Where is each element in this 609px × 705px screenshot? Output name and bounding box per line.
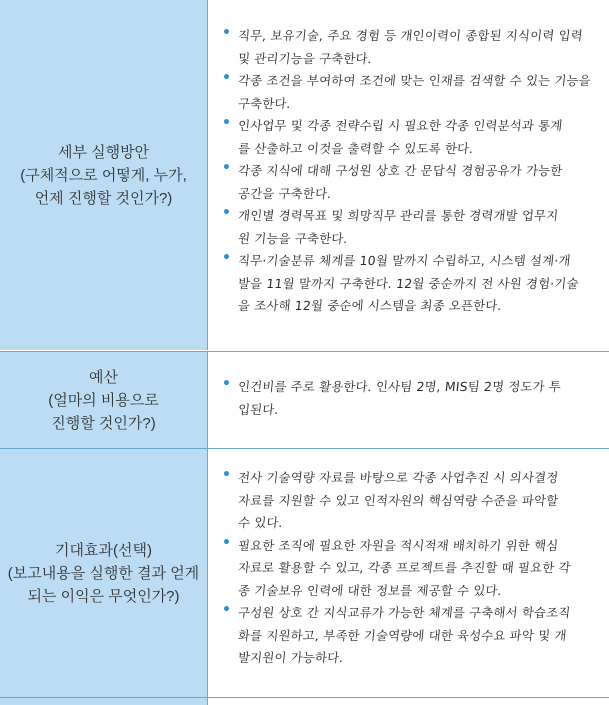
bullet-line: 직무, 보유기술, 주요 경험 등 개인이력이 종합된 지식이력 입력 <box>237 28 584 43</box>
row-content-cell <box>208 0 609 350</box>
bullet-line: 자료로 활용할 수 있고, 각종 프로젝트를 추진할 때 필요한 각 <box>237 560 572 575</box>
bullet-line: 원 기능을 구축한다. <box>237 230 349 246</box>
bullet-dot-icon: • <box>222 205 231 221</box>
row-content-cell <box>208 449 609 698</box>
bullet-line: 필요한 조직에 필요한 자원을 적시적재 배치하기 위한 핵심 <box>237 537 560 553</box>
bullet-dot-icon: • <box>222 467 231 483</box>
bullet-line: 구성원 상호 간 지식교류가 가능한 체계를 구축해서 학습조직 <box>237 605 572 620</box>
bullet-line: 입된다. <box>237 401 280 417</box>
row-label-cell <box>0 449 208 698</box>
row-content-cell <box>208 352 609 448</box>
bullet-line: 개인별 경력목표 및 희망직무 관리를 통한 경력개발 업무지 <box>237 208 560 223</box>
bullet-item <box>222 160 599 205</box>
bullet-list <box>208 352 609 421</box>
row-label-title: 기대효과(선택) <box>55 542 152 559</box>
bullet-line: 및 관리기능을 구축한다. <box>237 50 373 66</box>
table-row-expected-effects <box>0 448 609 698</box>
bullet-line: 화를 지원하고, 부족한 기술역량에 대한 육성수요 파악 및 개 <box>237 627 568 643</box>
bullet-line: 수 있다. <box>237 515 284 530</box>
bullet-dot-icon: • <box>222 250 231 266</box>
bullet-list <box>208 0 609 318</box>
bullet-line: 인사업무 및 각종 전략수립 시 필요한 각종 인력분석과 통계 <box>237 118 564 133</box>
table-row-budget <box>0 351 609 448</box>
bullet-dot-icon: • <box>222 25 231 41</box>
bullet-list <box>208 449 609 670</box>
bullet-dot-icon: • <box>222 160 231 176</box>
bullet-dot-icon: • <box>222 115 231 131</box>
bullet-line: 직무·기술분류 체계를 10월 말까지 수립하고, 시스템 설계·개 <box>237 253 572 268</box>
row-label-cell <box>0 0 208 350</box>
bullet-item <box>222 535 599 603</box>
row-label-cell <box>0 352 208 448</box>
bullet-line: 종 기술보유 인력에 대한 정보를 제공할 수 있다. <box>237 582 503 598</box>
row-label-subtitle: (구체적으로 어떻게, 누가, <box>20 166 187 184</box>
bullet-line: 발지원이 가능하다. <box>237 650 345 665</box>
bullet-item <box>222 25 599 70</box>
bullet-item <box>222 115 599 160</box>
bullet-line: 구축한다. <box>237 95 292 111</box>
bullet-item <box>222 205 599 250</box>
bullet-line: 각종 조건을 부여하여 조건에 맞는 인재를 검색할 수 있는 기능을 <box>237 73 592 88</box>
table-row-execution-plan <box>0 0 609 350</box>
row-label-title: 세부 실행방안 <box>57 143 150 161</box>
bullet-dot-icon: • <box>222 376 231 392</box>
row-label-subtitle: 언제 진행할 것인가?) <box>34 189 173 207</box>
row-label-title: 예산 <box>89 368 118 386</box>
bullet-item <box>222 250 599 318</box>
bullet-line: 자료를 지원할 수 있고 인적자원의 핵심역량 수준을 파악할 <box>237 492 560 508</box>
bullet-line: 각종 지식에 대해 구성원 상호 간 문답식 경험공유가 가능한 <box>237 163 564 178</box>
bullet-line: 인건비를 주로 활용한다. 인사팀 2명, MIS팀 2명 정도가 투 <box>237 379 562 394</box>
bullet-line: 공간을 구축한다. <box>237 185 333 201</box>
bullet-line: 발을 11월 말까지 구축한다. 12월 중순까지 전 사원 경험·기술 <box>237 275 580 291</box>
bullet-dot-icon: • <box>222 602 231 618</box>
bullet-dot-icon: • <box>222 70 231 86</box>
row-label-subtitle: 진행할 것인가?) <box>51 414 156 432</box>
row-label-subtitle: (보고내용을 실행한 결과 얻게 <box>7 565 200 582</box>
bullet-line: 전사 기술역량 자료를 바탕으로 각종 사업추진 시 의사결정 <box>237 470 560 485</box>
row-label-subtitle: (얼마의 비용으로 <box>48 391 159 409</box>
bullet-item <box>222 602 599 670</box>
bullet-item <box>222 467 599 535</box>
row-label-subtitle: 되는 이익은 무엇인가?) <box>27 588 180 605</box>
bullet-dot-icon: • <box>222 534 231 551</box>
bullet-line: 를 산출하고 이것을 출력할 수 있도록 한다. <box>237 140 475 156</box>
bullet-line: 을 조사해 12월 중순에 시스템을 최종 오픈한다. <box>237 298 503 313</box>
bullet-item <box>222 376 599 421</box>
bullet-item <box>222 70 599 115</box>
